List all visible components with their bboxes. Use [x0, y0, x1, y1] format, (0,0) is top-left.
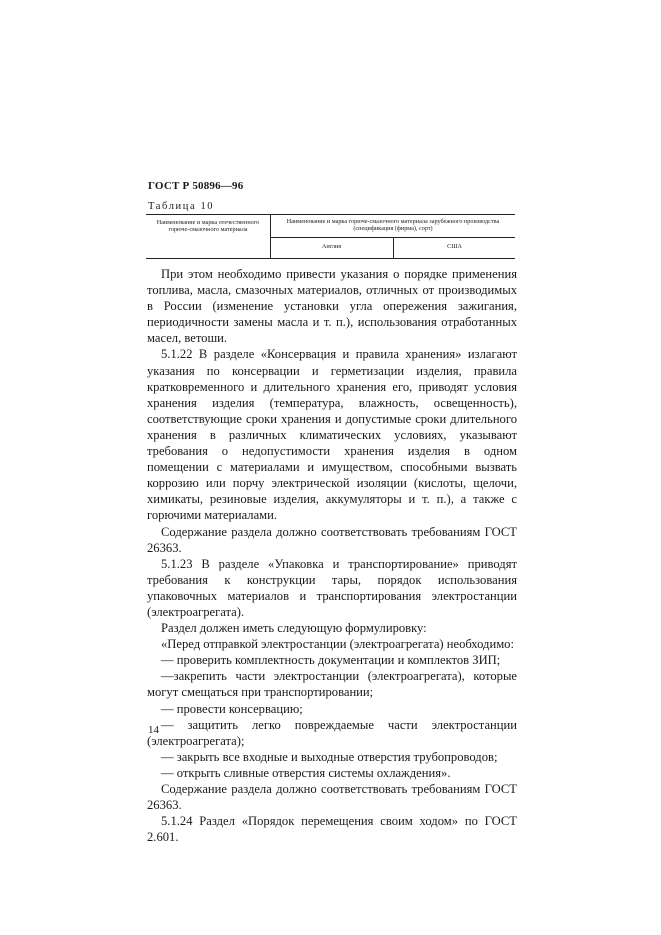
paragraph-5-1-24: 5.1.24 Раздел «Порядок перемещения своим ходом» по ГОСТ 2.601.	[147, 814, 517, 845]
list-item: —закрепить части электростанции (электроагрегата), которые могут смещаться при транспортировании;	[147, 669, 517, 700]
document-body	[147, 266, 517, 845]
table-subheader-england: Англия	[321, 243, 342, 250]
list-item: — открыть сливные отверстия системы охлаждения».	[161, 765, 451, 780]
paragraph-gost-reference: Содержание раздела должно соответствовать требованиям ГОСТ 26363.	[147, 524, 517, 555]
table-header-foreign: Наименование и марка горюче-смазочного материала зарубежного производства (спецификация (фирма), сорт)	[286, 218, 500, 233]
list-item: — проверить комплектность документации и комплектов ЗИП;	[161, 653, 501, 668]
document-code-header: ГОСТ Р 50896—96	[148, 180, 244, 192]
page-number: 14	[148, 724, 159, 736]
list-intro: «Перед отправкой электростанции (электроагрегата) необходимо:	[161, 637, 514, 652]
paragraph-gost-reference: Содержание раздела должно соответствовать требованиям ГОСТ 26363.	[147, 782, 517, 813]
table-header-domestic: Наименование и марка отечественного горюче-смазочного материала	[156, 219, 260, 234]
list-item: — защитить легко повреждаемые части электростанции (электроагрегата);	[147, 717, 517, 748]
table-subheader-usa: США	[447, 243, 462, 250]
lubricants-table	[146, 214, 515, 259]
paragraph-wording-intro: Раздел должен иметь следующую формулировку:	[161, 621, 427, 636]
paragraph-fuel-notes: При этом необходимо привести указания о порядке применения топлива, масла, смазочных материалов, отличных от производимых в России (изменение установки угла опережения зажигания, периодичности замены масла и т. п.), использования отработанных масел, ветоши.	[147, 267, 517, 346]
list-item: — провести консервацию;	[161, 701, 303, 716]
list-item: — закрыть все входные и выходные отверстия трубопроводов;	[161, 749, 498, 764]
paragraph-5-1-22: 5.1.22 В разделе «Консервация и правила хранения» излагают указания по консервации и герметизации изделия, правила кратковременного и длительного хранения его, приводят условия хранения изделия (температура, влажность, освещенность), соответствующие сроки хранения и допустимые сроки длительного хранения в различных климатических условиях, указывают требования о недопустимости хранения изделия в одном помещении с материалами и имуществом, способными вызвать коррозию или порчу электрической изоляции (кислоты, щелочи, химикаты, резиновые изделия, аккумуляторы и т. п.), а также с горючими материалами.	[147, 347, 517, 523]
paragraph-5-1-23: 5.1.23 В разделе «Упаковка и транспортирование» приводят требования к конструкции тары, порядок использования упаковочных материалов и транспортирования электростанции (электроагрегата).	[147, 556, 517, 619]
table-caption: Таблица 10	[148, 201, 215, 212]
